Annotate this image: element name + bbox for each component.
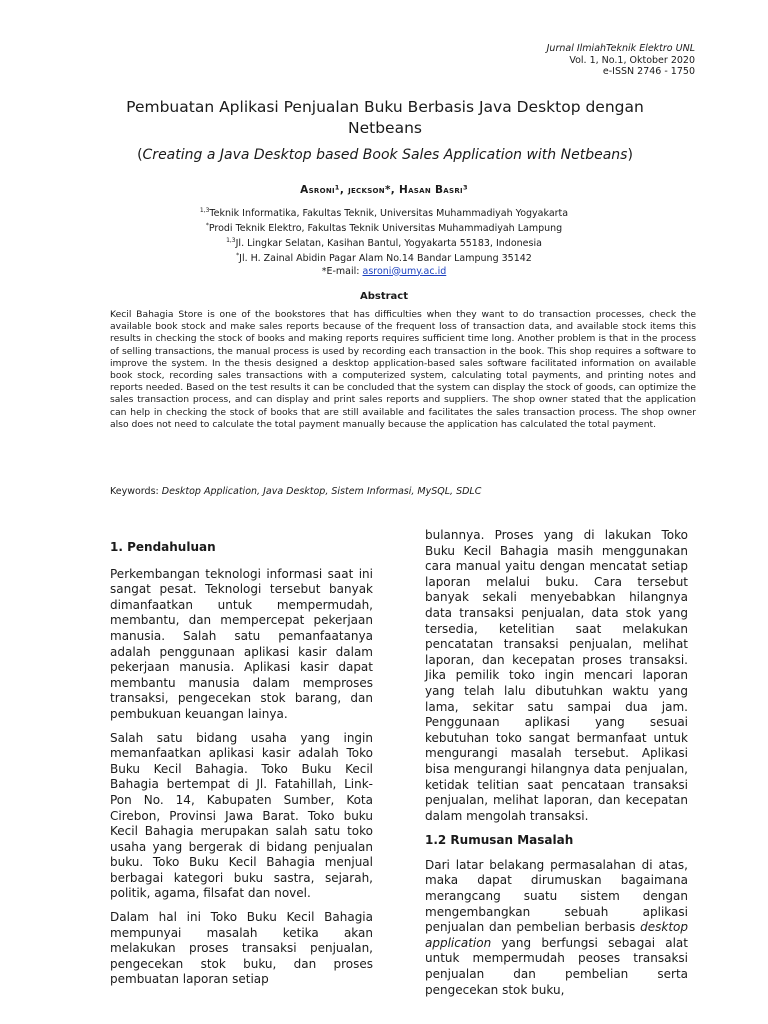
paper-subtitle	[70, 146, 700, 164]
left-column	[110, 540, 373, 988]
affiliation-text: Teknik Informatika, Fakultas Teknik, Universitas Muhammadiyah Yogyakarta	[209, 208, 569, 220]
affiliation-text: Prodi Teknik Elektro, Fakultas Teknik Universitas Muhammadiyah Lampung	[208, 223, 563, 235]
affiliations	[0, 205, 768, 278]
paragraph	[425, 858, 688, 998]
section-heading-pendahuluan: 1. Pendahuluan	[110, 540, 216, 554]
subtitle-close-paren: )	[627, 147, 633, 163]
affiliation-text: Jl. H. Zainal Abidin Pagar Alam No.14 Bandar Lampung 35142	[239, 253, 532, 265]
affiliation-marker: *	[205, 222, 209, 230]
keywords-terms: Desktop Application, Java Desktop, Sistem Informasi, MySQL, SDLC	[161, 486, 482, 497]
paper-title: Pembuatan Aplikasi Penjualan Buku Berbasis Java Desktop dengan Netbeans	[126, 98, 644, 137]
subtitle-text: Creating a Java Desktop based Book Sales Application with Netbeans	[142, 147, 628, 163]
subtitle-open-paren: (	[137, 147, 143, 163]
journal-issn: e-ISSN 2746 - 1750	[602, 66, 695, 77]
paragraph: bulannya. Proses yang di lakukan Toko Buku Kecil Bahagia masih menggunakan cara manual yaitu dengan mencatat setiap laporan melalui buku. Cara tersebut banyak sekali menyebabkan hilangnya data transaksi penjualan, data stok yang tersedia, ketelitian saat melakukan pencatatan transaksi penjualan, melihat laporan, dan kecepatan proses transaksi. Jika pemilik toko ingin mencari laporan yang telah lalu dibutuhkan waktu yang lama, sekitar satu sampai dua jam. Penggunaan aplikasi yang sesuai kebutuhan toko sangat bermanfaat untuk mengurangi masalah tersebut. Aplikasi bisa mengurangi hilangnya data penjualan, ketidak telitian saat pencataan transaksi penjualan, melihat laporan, dan kecepatan dalam mengolah transaksi.	[425, 528, 688, 823]
paragraph: Salah satu bidang usaha yang ingin memanfaatkan aplikasi kasir adalah Toko Buku Kecil Bahagia. Toko Buku Kecil Bahagia bertempat di Jl. Fatahillah, Link-Pon No. 14, Kabupaten Sumber, Kota Cirebon, Provinsi Jawa Barat. Toko buku Kecil Bahagia merupakan salah satu toko usaha yang bergerak di bidang penjualan buku. Toko Buku Kecil Bahagia menjual berbagai kategori buku sastra, sejarah, politik, agama, filsafat dan novel.	[110, 730, 373, 901]
affiliation-line	[0, 250, 768, 265]
paragraph-text: Dari latar belakang permasalahan di atas, maka dapat dirumuskan bagaimana merangcang suatu sistem dengan mengembangkan sebuah aplikasi penjualan dan pembelian berbasis	[425, 857, 688, 935]
journal-volume: Vol. 1, No.1, Oktober 2020	[569, 54, 695, 66]
keywords-label: Keywords:	[110, 486, 162, 497]
affiliation-line	[0, 220, 768, 235]
affiliation-line	[0, 235, 768, 250]
abstract-body: Kecil Bahagia Store is one of the bookstores that has difficulties when they want to do transaction processes, check the available book stock and make sales reports because of the frequent loss of transaction data, and available stock items this results in checking the stock of books and making reports requires sufficient time long. Another problem is that in the process of selling transactions, the manual process is used by recording each transaction in the book. This shop requires a software to improve the system. In the thesis designed a desktop application-based sales software facilitated information on available book stock, recording sales transactions with a computerized system, calculating total payments, and printing notes and reports needed. Based on the test results it can be concluded that the system can display the stock of goods, can optimize the sales transaction process, and can display and print sales reports and suppliers. The shop owner stated that the application can help in checking the stock of books that are still available and facilitates the sales transaction process. The shop owner also does not need to calculate the total payment manually because the application has calculated the total payment.	[110, 309, 696, 430]
paragraph-text: yang berfungsi sebagai alat untuk mempermudah peoses transaksi penjualan dan pembelian serta pengecekan stok buku,	[425, 935, 688, 997]
affiliation-marker: 1,3	[199, 207, 210, 214]
journal-header	[547, 43, 695, 78]
keywords	[110, 486, 696, 498]
journal-name: Jurnal IlmiahTeknik Elektro UNL	[546, 43, 695, 54]
paragraph-emphasis: desktop application	[425, 920, 688, 950]
abstract-heading: Abstract	[359, 291, 409, 302]
affiliation-marker: *	[236, 252, 240, 260]
affiliation-line	[0, 205, 768, 220]
paragraph: Dalam hal ini Toko Buku Kecil Bahagia mempunyai masalah ketika akan melakukan proses transaksi penjualan, pengecekan stok buku, dan proses pembuatan laporan setiap	[110, 910, 373, 987]
paragraph: Perkembangan teknologi informasi saat ini sangat pesat. Teknologi tersebut banyak dimanfaatkan untuk mempermudah, membantu, dan mempercepat pekerjaan manusia. Salah satu pemanfaatanya adalah penggunaan aplikasi kasir dalam pekerjaan manusia. Aplikasi kasir dapat membantu manusia dalam memproses transaksi, pengecekan stok barang, dan pembukuan keuangan lainya.	[110, 566, 373, 721]
right-column	[425, 528, 688, 998]
section-heading-rumusan-masalah: 1.2 Rumusan Masalah	[425, 833, 574, 848]
affiliation-text: Jl. Lingkar Selatan, Kasihan Bantul, Yogyakarta 55183, Indonesia	[235, 238, 542, 250]
email-label: *E-mail:	[321, 265, 363, 277]
email-link[interactable]: asroni@umy.ac.id	[362, 265, 447, 277]
email-line	[0, 266, 768, 278]
affiliation-marker: 1,3	[226, 237, 236, 245]
author-list: Asroni¹, jeckson*, Hasan Basri³	[300, 184, 468, 196]
